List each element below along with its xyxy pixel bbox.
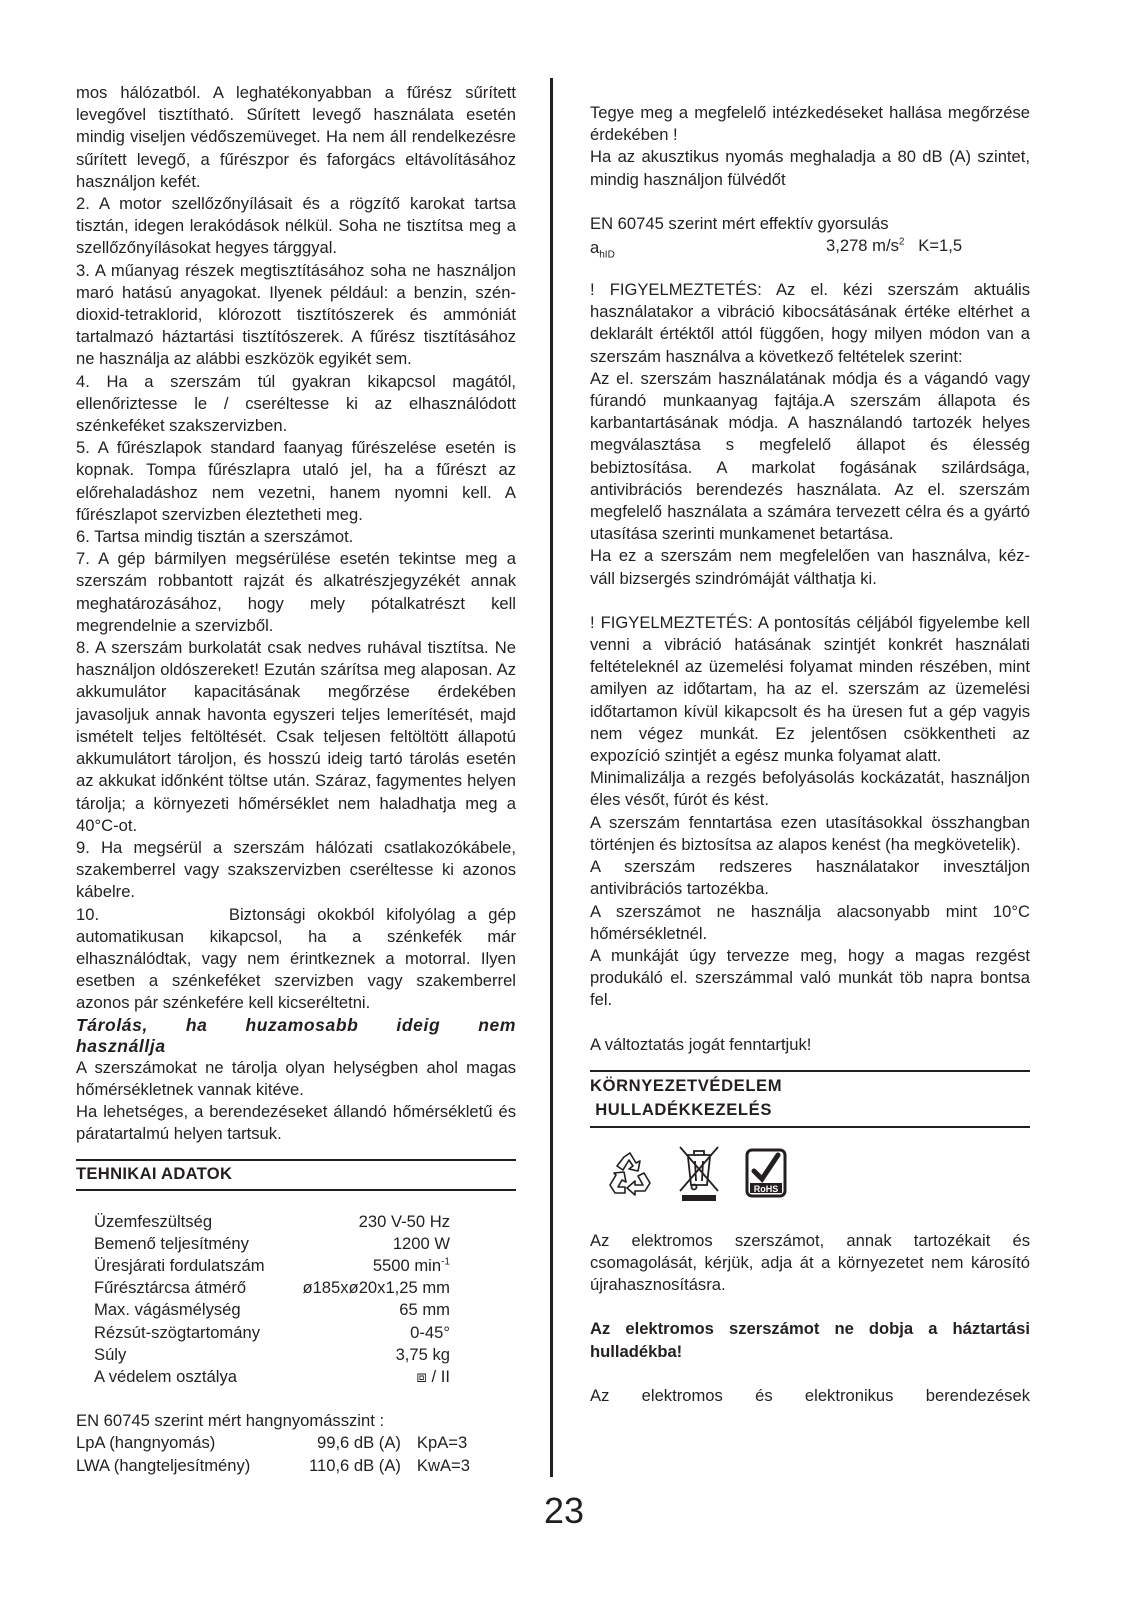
noise-value: 99,6 dB (A) bbox=[316, 1433, 401, 1453]
spec-value: 230 V-50 Hz bbox=[358, 1211, 450, 1231]
spec-row bbox=[94, 1299, 450, 1321]
noise-title: EN 60745 szerint mért hangnyomásszint : bbox=[76, 1411, 385, 1431]
acceleration-title: EN 60745 szerint mért effektív gyorsulás bbox=[590, 213, 889, 233]
spec-row bbox=[94, 1255, 450, 1277]
spec-value: 3,75 kg bbox=[395, 1344, 450, 1364]
spec-row bbox=[94, 1277, 450, 1299]
spec-row bbox=[94, 1322, 450, 1344]
no-household-waste-warning: Az elektromos szerszámot ne dobja a háztartási hulladékba! bbox=[590, 1319, 1030, 1361]
maintenance-item-9: 9. Ha megsérül a szerszám hálózati csatlakozókábele, szakemberrel vagy szakszervizben cseréltesse ki azonos kábelre. bbox=[76, 837, 516, 902]
hearing-protection-2: Ha az akusztikus nyomás meghaladja a 80 dB (A) szintet, mindig használjon fülvédőt bbox=[590, 147, 1030, 189]
spec-row bbox=[94, 1366, 450, 1388]
spec-value: 0-45° bbox=[410, 1322, 450, 1342]
hearing-protection-1: Tegye meg a megfelelő intézkedéseket hallása megőrzése érdekében ! bbox=[590, 103, 1030, 145]
spec-value: ⧈ / II bbox=[416, 1366, 450, 1386]
noise-k: KwA=3 bbox=[416, 1455, 470, 1475]
specs-table bbox=[94, 1211, 450, 1389]
acceleration-symbol: $a_{hID}$ bbox=[590, 238, 615, 261]
column-divider bbox=[550, 78, 553, 1477]
acceleration-value: 3,278 $m/s^2$ K=1,5 bbox=[826, 236, 963, 256]
spec-label: A védelem osztálya bbox=[94, 1366, 237, 1386]
weee-paragraph: Az elektromos és elektronikus berendezések bbox=[590, 1385, 1030, 1405]
spec-row bbox=[94, 1233, 450, 1255]
tech-data-heading: TEHNIKAI ADATOK bbox=[76, 1159, 516, 1190]
plan-paragraph: A munkáját úgy tervezze meg, hogy a magas rezgést produkáló el. szerszámmal való munkát töb napra bontsa fel. bbox=[590, 945, 1030, 1010]
temperature-paragraph: A szerszámot ne használja alacsonyabb mint 10°C hőmérsékletnél. bbox=[590, 901, 1030, 943]
noise-value: 110,6 dB (A) bbox=[308, 1455, 401, 1475]
maintenance-item-5: 5. A fűrészlapok standard faanyag fűrészelése esetén is kopnak. Tompa fűrészlapra utaló jel, ha a fűrészt az előrehaladáshoz nem vezetni, hanem nyomni kell. A fűrészlapot szervizben éleztetheti meg. bbox=[76, 438, 516, 524]
environment-heading-line1: KÖRNYEZETVÉDELEM bbox=[590, 1075, 783, 1095]
maintenance-paragraph: A szerszám fenntartása ezen utasításokkal összhangban történjen és biztosítsa az alapos kenést (ha megkövetelik). bbox=[590, 812, 1030, 854]
spec-row bbox=[94, 1344, 450, 1366]
storage-paragraph-1: A szerszámokat ne tárolja olyan helységben ahol magas hőmérsékletnek vannak kitéve. bbox=[76, 1057, 516, 1099]
noise-row bbox=[76, 1455, 481, 1477]
recycle-icon bbox=[606, 1149, 654, 1197]
maintenance-item-4: 4. Ha a szerszám túl gyakran kikapcsol magától, ellenőriztesse le / cseréltesse ki az elhasználódott szénkeféket szakszervizben. bbox=[76, 371, 516, 436]
rohs-label: RoHS bbox=[753, 1183, 779, 1194]
storage-heading-line1: Tárolás, ha huzamosabb ideig nem bbox=[76, 1014, 516, 1035]
maintenance-item-8: 8. A szerszám burkolatát csak nedves ruhával tisztítsa. Ne használjon oldószereket! Ezután szárítsa meg alaposan. Az akkumulátor kapacitásának megőrzése érdekében javasoljuk annak havonta egyszeri teljes lemerítését, majd ismételt teljes feltöltését. Csak teljesen feltöltött állapotú akkumulátort tároljon, és hosszú ideig tartó tárolás esetén az akkukat időnként töltse után. Száraz, fagymentes helyen tárolja; a környezeti hőmérséklet nem haladhatja meg a 40°C-ot. bbox=[76, 638, 516, 835]
environment-icons bbox=[606, 1142, 1030, 1204]
intro-paragraph: mos hálózatból. A leghatékonyabban a fűrész sűrített levegővel tisztítható. Sűrített levegő használata esetén mindig viseljen védőszemüveget. Ha nem áll rendelkezésre sűrített levegő, a fűrészpor és faforgács eltávolításához használjon kefét. bbox=[76, 83, 516, 191]
maintenance-item-3: 3. A műanyag részek megtisztításához soha ne használjon maró hatású anyagokat. Ilyenek például: a benzin, szén-dioxid-tetraklorid, klórozott tisztítószerek és ammóniát tartalmazó háztartási tisztítószerek. A fűrész tisztításához ne használja az alábbi eszközök egyikét sem. bbox=[76, 260, 516, 369]
spec-value: 65 mm bbox=[399, 1300, 450, 1320]
invest-paragraph: A szerszám redszeres használatakor invesztáljon antivibrációs tartozékba. bbox=[590, 857, 1030, 899]
warning-2: ! FIGYELMEZTETÉS: A pontosítás céljából figyelembe kell venni a vibráció hatásának szintjét konkrét használati feltételeknél az üzemelési folyamat minden részében, mint amilyen az időtartam, ha az el. szerszám az üzemelési időtartamon kívül kikapcsolt és ha üresen fut a gép vagyis nem végez munkát. Ez jelentősen csökkentheti az expozíció szintjét a egész munka folyamat alatt. bbox=[590, 612, 1030, 766]
noise-table bbox=[76, 1432, 481, 1476]
storage-paragraph-2: Ha lehetséges, a berendezéseket állandó hőmérsékletű és páratartalmú helyen tartsuk. bbox=[76, 1101, 516, 1144]
noise-row bbox=[76, 1432, 481, 1454]
crossed-bin-icon bbox=[676, 1143, 722, 1203]
page-number: 23 bbox=[543, 1490, 585, 1531]
environment-heading bbox=[590, 1070, 1030, 1128]
warning-1: ! FIGYELMEZTETÉS: Az el. kézi szerszám aktuális használatakor a vibráció kibocsátásának értéke eltérhet a deklarált értéktől attól függően, hogy milyen módon van a szerszám használva a következő feltételek szerint: bbox=[590, 280, 1030, 366]
spec-value: 1200 W bbox=[392, 1233, 450, 1253]
spec-label: Üresjárati fordulatszám bbox=[94, 1255, 265, 1275]
reserve-paragraph: A változtatás jogát fenntartjuk! bbox=[590, 1034, 812, 1054]
maintenance-item-2: 2. A motor szellőzőnyílásait és a rögzítő karokat tartsa tisztán, idegen lerakódások nélkül. Soha ne tisztítsa meg a szellőzőnyílásokat hegyes tárggyal. bbox=[76, 194, 516, 258]
spec-label: Súly bbox=[94, 1344, 127, 1364]
maintenance-item-7: 7. A gép bármilyen megsérülése esetén tekintse meg a szerszám robbantott rajzát és alkatrészjegyzékét annak meghatározásához, hogy mely pótalkatrészt kell megrendelnie a szervizből. bbox=[76, 549, 516, 635]
storage-heading-line2: használlja bbox=[76, 1035, 166, 1056]
spec-label: Üzemfeszültség bbox=[94, 1211, 213, 1231]
acceleration-row bbox=[590, 235, 1030, 261]
noise-k: KpA=3 bbox=[416, 1433, 468, 1453]
environment-heading-line2: HULLADÉKKEZELÉS bbox=[590, 1099, 772, 1119]
noise-label: LWA (hangteljesítmény) bbox=[76, 1455, 251, 1475]
spec-label: Max. vágásmélység bbox=[94, 1300, 241, 1320]
spec-label: Rézsút-szögtartomány bbox=[94, 1322, 261, 1342]
spec-row bbox=[94, 1211, 450, 1233]
warning-1-details: Az el. szerszám használatának módja és a vágandó vagy fúrandó munkaanyag fajtája.A szerszám állapota és karbantartásának módja. A használandó tartozék helyes megválasztása s megfelelő állapot és élesség bebiztosítása. A markolat fogásának szilárdsága, antivibrációs berendezés használata. Az el. szerszám megfelelő használata a számára tervezett célra és a gyártó utasítása szerinti munkamenet betartása. bbox=[590, 368, 1030, 544]
noise-label: LpA (hangnyomás) bbox=[76, 1433, 216, 1453]
spec-label: Bemenő teljesítmény bbox=[94, 1233, 249, 1253]
maintenance-item-6: 6. Tartsa mindig tisztán a szerszámot. bbox=[76, 527, 354, 547]
warning-1-conclusion: Ha ez a szerszám nem megfelelően van használva, kéz-váll bizsergés szindrómáját válthatja ki. bbox=[590, 546, 1030, 588]
minimize-paragraph: Minimalizálja a rezgés befolyásolás kockázatát, használjon éles vésőt, fúrót és kést. bbox=[590, 768, 1030, 810]
right-column bbox=[590, 102, 1030, 1407]
spec-label: Fűrésztárcsa átmérő bbox=[94, 1278, 247, 1298]
recycle-paragraph: Az elektromos szerszámot, annak tartozékait és csomagolását, kérjük, adja át a környezetet nem károsító újrahasznosításra. bbox=[590, 1230, 1030, 1295]
maintenance-item-10: 10. Biztonsági okokból kifolyólag a gép automatikusan kikapcsol, ha a szénkefék már elhasználódtak, vagy nem érintkeznek a motorral. Ilyen esetben a szénkeféket szervizben vagy szakemberrel azonos pár szénkefére kell kicseréltetni. bbox=[76, 904, 521, 1013]
left-column bbox=[76, 82, 521, 1477]
spec-value: ø185xø20x1,25 mm bbox=[302, 1278, 450, 1298]
spec-value: 5500 $\min^{-1}$ bbox=[372, 1255, 450, 1275]
rohs-icon bbox=[744, 1147, 788, 1199]
